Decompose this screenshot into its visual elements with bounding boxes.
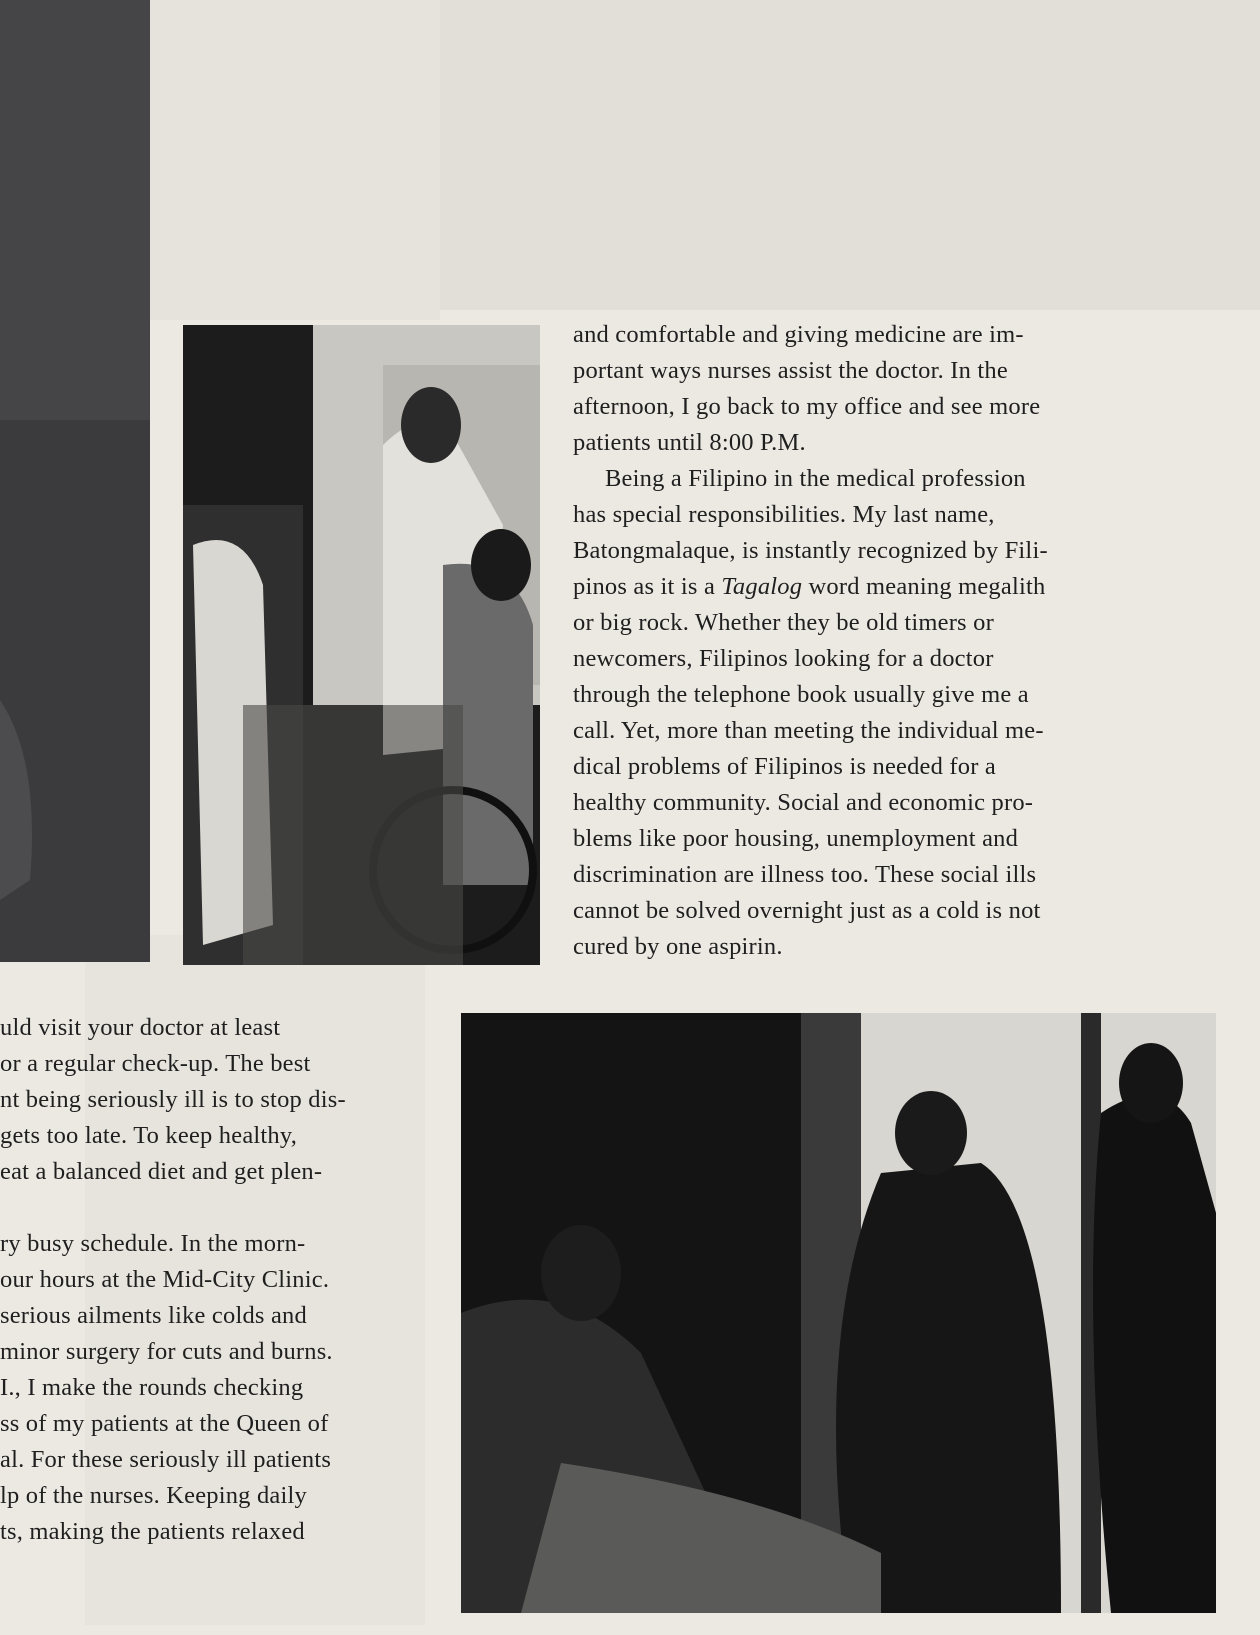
italic-word: Tagalog (721, 573, 803, 600)
text-line: I., I make the rounds checking (0, 1374, 304, 1401)
men-in-room-photo (461, 1013, 1216, 1613)
text-line: our hours at the Mid-City Clinic. (0, 1266, 330, 1293)
text-line (0, 1190, 440, 1226)
text-line: uld visit your doctor at least (0, 1014, 281, 1041)
text-line: lp of the nurses. Keeping daily (0, 1482, 307, 1509)
text-line: discrimination are illness too. These social ills (573, 861, 1037, 888)
text-line: ss of my patients at the Queen of (0, 1410, 329, 1437)
text-line: Batongmalaque, is instantly recognized by Fili- (573, 537, 1048, 564)
text-line: afternoon, I go back to my office and see more (573, 393, 1041, 420)
text-line: call. Yet, more than meeting the individual me- (573, 717, 1044, 744)
show-through-left (150, 0, 440, 320)
text-line: ry busy schedule. In the morn- (0, 1230, 306, 1257)
text-line: patients until 8:00 P.M. (573, 429, 806, 456)
left-edge-photo (0, 0, 150, 962)
text-line: cannot be solved overnight just as a cold is not (573, 897, 1041, 924)
text-line: gets too late. To keep healthy, (0, 1122, 298, 1149)
text-line: newcomers, Filipinos looking for a doctor (573, 645, 994, 672)
text-line: serious ailments like colds and (0, 1302, 307, 1329)
text-line-tagalog (573, 569, 1213, 605)
text-line: dical problems of Filipinos is needed for a (573, 753, 996, 780)
text-fragment: word meaning megalith (802, 573, 1046, 600)
text-line: minor surgery for cuts and burns. (0, 1338, 333, 1365)
text-line: eat a balanced diet and get plen- (0, 1158, 323, 1185)
text-line: or big rock. Whether they be old timers or (573, 609, 994, 636)
text-line: or a regular check-up. The best (0, 1050, 311, 1077)
text-line: and comfortable and giving medicine are im- (573, 321, 1024, 348)
text-line: cured by one aspirin. (573, 933, 783, 960)
right-column-text (573, 317, 1213, 977)
text-line: nt being seriously ill is to stop dis- (0, 1086, 346, 1113)
text-line: al. For these seriously ill patients (0, 1446, 332, 1473)
nurse-wheelchair-photo (183, 325, 540, 965)
text-line: portant ways nurses assist the doctor. In the (573, 357, 1008, 384)
left-column-text (0, 1010, 440, 1570)
text-line: healthy community. Social and economic pro- (573, 789, 1034, 816)
text-line: blems like poor housing, unemployment and (573, 825, 1019, 852)
text-line: Being a Filipino in the medical profession (605, 465, 1026, 492)
text-line: has special responsibilities. My last name, (573, 501, 995, 528)
text-line: through the telephone book usually give me a (573, 681, 1029, 708)
show-through-top (440, 0, 1260, 310)
text-fragment: pinos as it is a (573, 573, 722, 600)
text-line: ts, making the patients relaxed (0, 1518, 305, 1545)
